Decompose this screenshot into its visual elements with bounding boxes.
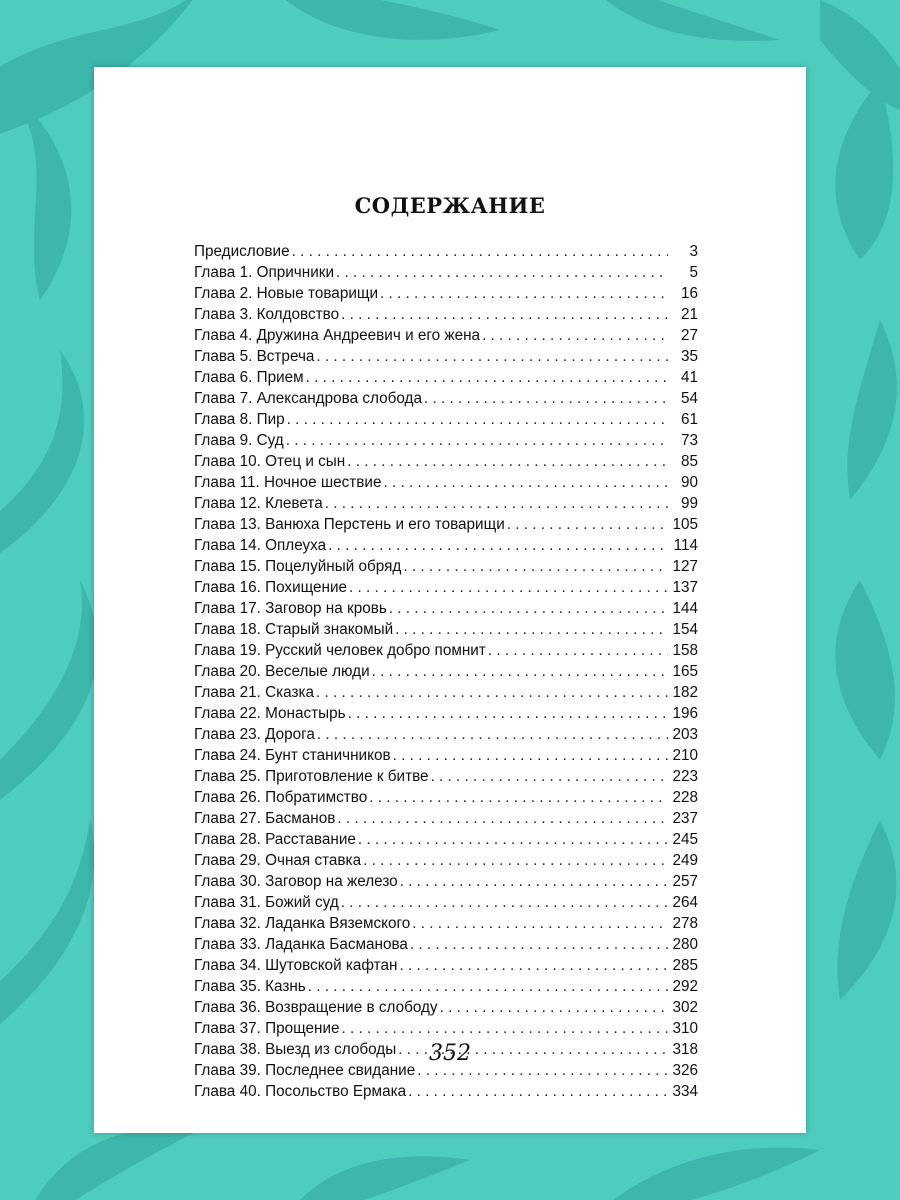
dot-leader <box>507 514 668 535</box>
toc-entry-title: Глава 15. Поцелуйный обряд <box>194 558 402 575</box>
toc-entry <box>194 556 698 577</box>
dot-leader <box>348 703 668 724</box>
toc-entry-title: Глава 13. Ванюха Перстень и его товарищи <box>194 516 505 533</box>
dot-leader <box>403 556 668 577</box>
dot-leader <box>389 598 668 619</box>
toc-entry-title: Глава 37. Прощение <box>194 1020 340 1037</box>
toc-entry-title: Глава 12. Клевета <box>194 495 323 512</box>
toc-entry-page: 310 <box>672 1020 698 1037</box>
toc-entry-title: Глава 22. Монастырь <box>194 705 346 722</box>
dot-leader <box>412 913 668 934</box>
toc-entry-title: Глава 17. Заговор на кровь <box>194 600 387 617</box>
toc-entry-page: 280 <box>672 936 698 953</box>
dot-leader <box>399 955 668 976</box>
toc-entry-page: 285 <box>672 957 698 974</box>
toc-entry-page: 249 <box>672 852 698 869</box>
toc-entry-page: 210 <box>672 747 698 764</box>
dot-leader <box>410 934 668 955</box>
toc-entry <box>194 619 698 640</box>
toc-entry-page: 158 <box>672 642 698 659</box>
toc-entry <box>194 640 698 661</box>
toc-entry <box>194 787 698 808</box>
dot-leader <box>337 808 668 829</box>
toc-entry-page: 334 <box>672 1083 698 1100</box>
toc-entry <box>194 829 698 850</box>
toc-entry-page: 203 <box>672 726 698 743</box>
toc-entry <box>194 808 698 829</box>
toc-entry-page: 41 <box>680 369 698 386</box>
toc-entry <box>194 577 698 598</box>
toc-entry <box>194 535 698 556</box>
toc-entry-page: 182 <box>672 684 698 701</box>
dot-leader <box>431 766 668 787</box>
toc-entry-title: Глава 21. Сказка <box>194 684 315 701</box>
toc-entry-title: Глава 4. Дружина Андреевич и его жена <box>194 327 481 344</box>
dot-leader <box>341 304 668 325</box>
dot-leader <box>349 577 668 598</box>
toc-entry-page: 3 <box>689 243 698 260</box>
toc-entry-page: 85 <box>680 453 698 470</box>
toc-entry-title: Глава 25. Приготовление к битве <box>194 768 429 785</box>
toc-entry-page: 223 <box>672 768 698 785</box>
book-page <box>94 67 806 1133</box>
dot-leader <box>369 787 668 808</box>
dot-leader <box>380 283 668 304</box>
toc-entry <box>194 766 698 787</box>
toc-entry-title: Глава 24. Бунт станичников <box>194 747 391 764</box>
dot-leader <box>342 1018 668 1039</box>
dot-leader <box>325 493 668 514</box>
toc-entry-page: 318 <box>672 1041 698 1058</box>
toc-entry-page: 278 <box>672 915 698 932</box>
toc-entry-page: 257 <box>672 873 698 890</box>
toc-entry <box>194 703 698 724</box>
toc-entry-page: 114 <box>673 537 698 554</box>
dot-leader <box>488 640 668 661</box>
toc-entry-title: Глава 39. Последнее свидание <box>194 1062 416 1079</box>
toc-entry <box>194 598 698 619</box>
dot-leader <box>395 619 668 640</box>
dot-leader <box>363 850 668 871</box>
toc-entry <box>194 892 698 913</box>
page-number: 352 <box>429 1041 471 1066</box>
dot-leader <box>482 325 668 346</box>
toc-entry <box>194 934 698 955</box>
toc-entry-page: 61 <box>680 411 698 428</box>
toc-entry-page: 228 <box>672 789 698 806</box>
dot-leader <box>308 976 668 997</box>
dot-leader <box>336 262 668 283</box>
toc-entry-title: Глава 36. Возвращение в слободу <box>194 999 438 1016</box>
toc-entry-page: 154 <box>672 621 698 638</box>
toc-entry <box>194 430 698 451</box>
toc-entry-page: 73 <box>680 432 698 449</box>
toc-entry-title: Глава 33. Ладанка Басманова <box>194 936 408 953</box>
toc-entry-title: Глава 2. Новые товарищи <box>194 285 378 302</box>
toc-entry <box>194 262 698 283</box>
toc-entry-page: 54 <box>680 390 698 407</box>
toc-entry-title: Глава 14. Оплеуха <box>194 537 327 554</box>
toc-entry-title: Глава 9. Суд <box>194 432 284 449</box>
toc-entry-title: Глава 35. Казнь <box>194 978 306 995</box>
toc-entry-page: 302 <box>672 999 698 1016</box>
toc-entry-page: 90 <box>680 474 698 491</box>
toc-entry-title: Глава 10. Отец и сын <box>194 453 346 470</box>
toc-entry-page: 196 <box>672 705 698 722</box>
toc-entry-title: Глава 23. Дорога <box>194 726 315 743</box>
toc-entry <box>194 451 698 472</box>
toc-entry-page: 237 <box>672 810 698 827</box>
toc-entry-title: Глава 40. Посольство Ермака <box>194 1083 407 1100</box>
dot-leader <box>317 724 668 745</box>
toc-entry-title: Глава 28. Расставание <box>194 831 356 848</box>
toc-entry-title: Глава 8. Пир <box>194 411 285 428</box>
toc-entry-page: 27 <box>680 327 698 344</box>
toc-entry-title: Глава 16. Похищение <box>194 579 348 596</box>
toc-entry <box>194 976 698 997</box>
toc-entry <box>194 955 698 976</box>
toc-entry-page: 292 <box>672 978 698 995</box>
toc-entry-page: 245 <box>672 831 698 848</box>
table-of-contents <box>194 241 698 1102</box>
toc-entry <box>194 409 698 430</box>
toc-entry <box>194 304 698 325</box>
dot-leader <box>440 997 668 1018</box>
toc-entry-title: Глава 11. Ночное шествие <box>194 474 382 491</box>
toc-entry-page: 326 <box>672 1062 698 1079</box>
toc-entry <box>194 661 698 682</box>
dot-leader <box>400 871 668 892</box>
toc-entry <box>194 724 698 745</box>
toc-entry <box>194 325 698 346</box>
toc-entry <box>194 241 698 262</box>
toc-entry-title: Глава 18. Старый знакомый <box>194 621 394 638</box>
toc-entry-title: Глава 26. Побратимство <box>194 789 368 806</box>
dot-leader <box>316 346 668 367</box>
toc-entry-title: Глава 30. Заговор на железо <box>194 873 398 890</box>
dot-leader <box>372 661 668 682</box>
toc-entry <box>194 913 698 934</box>
toc-entry <box>194 871 698 892</box>
toc-entry-title: Глава 32. Ладанка Вяземского <box>194 915 411 932</box>
toc-entry-page: 16 <box>680 285 698 302</box>
toc-entry-page: 21 <box>680 306 698 323</box>
toc-entry-title: Предисловие <box>194 243 290 260</box>
toc-entry <box>194 997 698 1018</box>
dot-leader <box>292 241 668 262</box>
dot-leader <box>316 682 668 703</box>
dot-leader <box>328 535 668 556</box>
toc-entry <box>194 472 698 493</box>
dot-leader <box>306 367 668 388</box>
dot-leader <box>286 430 668 451</box>
toc-entry-title: Глава 6. Прием <box>194 369 304 386</box>
toc-entry <box>194 283 698 304</box>
toc-entry <box>194 745 698 766</box>
toc-entry-title: Глава 31. Божий суд <box>194 894 339 911</box>
toc-entry-page: 137 <box>672 579 698 596</box>
toc-entry-title: Глава 34. Шутовской кафтан <box>194 957 398 974</box>
dot-leader <box>424 388 668 409</box>
toc-entry <box>194 1081 698 1102</box>
dot-leader <box>383 472 668 493</box>
toc-entry-title: Глава 29. Очная ставка <box>194 852 362 869</box>
toc-entry <box>194 493 698 514</box>
toc-entry-title: Глава 20. Веселые люди <box>194 663 370 680</box>
toc-entry <box>194 514 698 535</box>
dot-leader <box>358 829 668 850</box>
toc-entry-title: Глава 27. Басманов <box>194 810 336 827</box>
toc-heading: СОДЕРЖАНИЕ <box>354 193 546 218</box>
toc-entry-page: 105 <box>672 516 698 533</box>
toc-entry <box>194 346 698 367</box>
toc-entry <box>194 388 698 409</box>
toc-entry-title: Глава 3. Колдовство <box>194 306 340 323</box>
dot-leader <box>287 409 668 430</box>
toc-entry <box>194 1018 698 1039</box>
toc-entry-title: Глава 19. Русский человек добро помнит <box>194 642 486 659</box>
dot-leader <box>341 892 668 913</box>
toc-entry-page: 99 <box>680 495 698 512</box>
toc-entry-title: Глава 7. Александрова слобода <box>194 390 422 407</box>
toc-entry-page: 127 <box>672 558 698 575</box>
toc-entry-page: 264 <box>672 894 698 911</box>
toc-entry-title: Глава 5. Встреча <box>194 348 315 365</box>
dot-leader <box>347 451 668 472</box>
toc-entry-page: 144 <box>672 600 698 617</box>
toc-entry <box>194 850 698 871</box>
dot-leader <box>393 745 668 766</box>
toc-entry-page: 35 <box>680 348 698 365</box>
toc-entry <box>194 367 698 388</box>
toc-entry-title: Глава 38. Выезд из слободы <box>194 1041 397 1058</box>
toc-entry-page: 5 <box>689 264 698 281</box>
toc-entry <box>194 682 698 703</box>
toc-entry-title: Глава 1. Опричники <box>194 264 335 281</box>
dot-leader <box>408 1081 668 1102</box>
toc-entry-page: 165 <box>672 663 698 680</box>
